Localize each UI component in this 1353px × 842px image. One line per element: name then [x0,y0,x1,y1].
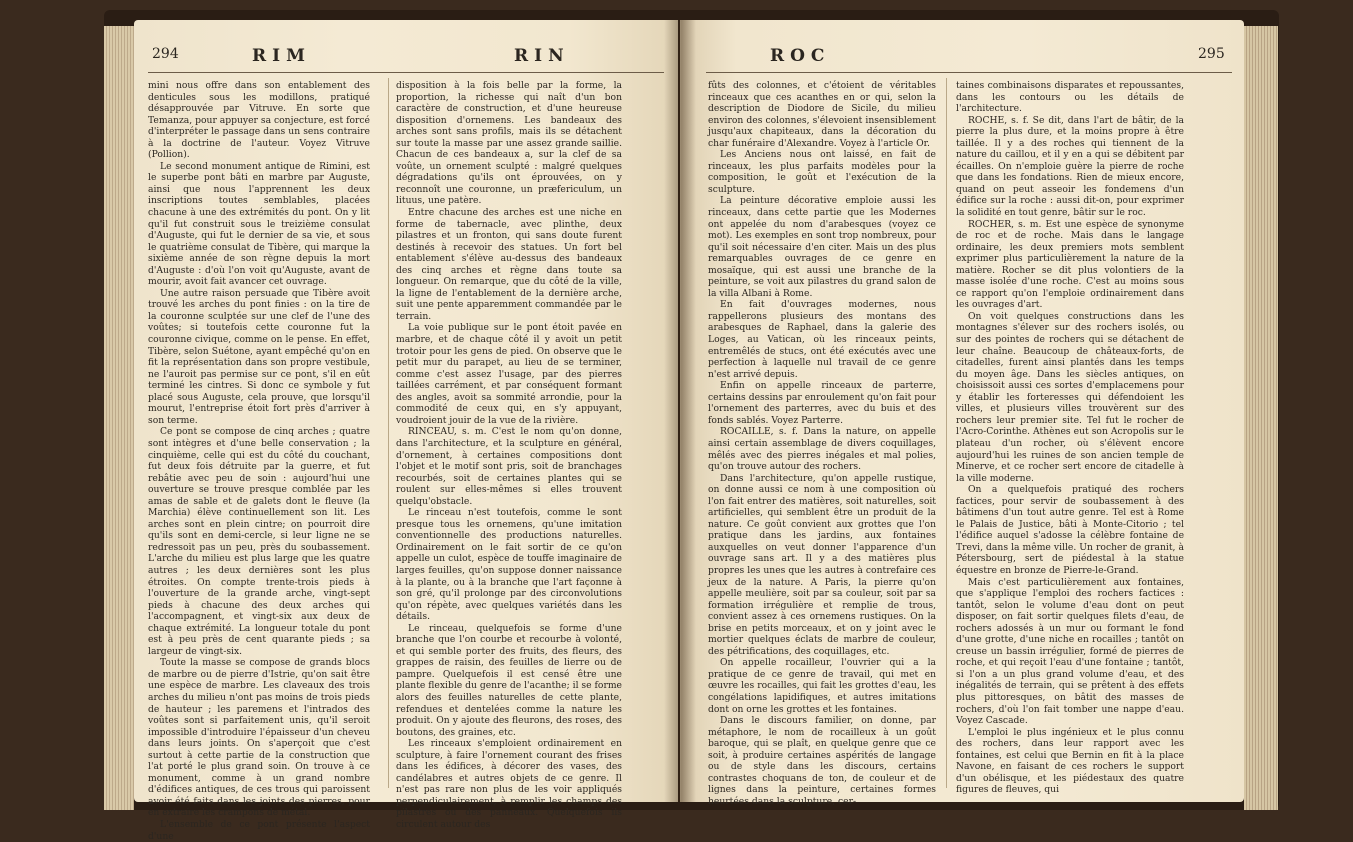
column-divider [946,78,947,788]
paragraph: Le second monument antique de Rimini, est le superbe pont bâti en marbre par Auguste, ainsi que nous l'apprennent les deux inscriptions toutes semblables, placées chacune à une des extrémités du pont. On y lit qu'il fut construit sous le treizième consulat d'Auguste, qui fut le dernier de sa vie, et sous le quatrième consulat de Tibère, qui marque la sixième année de son règne depuis la mort d'Auguste : d'où l'on voit qu'Auguste, avant de mourir, avoit fait avancer cet ouvrage. [148,160,370,288]
paragraph: ROCHE, s. f. Se dit, dans l'art de bâtir, de la pierre la plus dure, et la moins propre à être taillée. Il y a des roches qui tiennent de la nature du caillou, et il y en a qui se débitent par écailles. On n'emploie guère la pierre de roche que dans les fondations. Rien de mieux encore, quand on peut asseoir les fondemens d'un édifice sur la roche : aussi dit-on, pour exprimer la solidité en tout genre, bâtir sur le roc. [956,114,1184,219]
paragraph: L'emploi le plus ingénieux et le plus connu des rochers, dans leur rapport avec les fontaines, est celui que Bernin en fit à la place Navone, en faisant de ces rochers le support d'un obélisque, et les piédestaux des quatre figures de fleuves, qui [956,726,1184,796]
column-divider [388,78,389,788]
right-page-number: 295 [1198,46,1225,62]
paragraph: En fait d'ouvrages modernes, nous rappellerons plusieurs des montans des arabesques de Raphael, dans la galerie des Loges, au Vatican, où les rinceaux peints, entremêlés de stucs, ont été exécutés avec une perfection à laquelle nul travail de ce genre n'est arrivé depuis. [708,299,936,380]
paragraph: Le rinceau, quelquefois se forme d'une branche que l'on courbe et recourbe à volonté, et qui semble porter des fruits, des fleurs, des grappes de raisin, des feuilles de lierre ou de pampre. Quelquefois il est censé être une plante flexible du genre de l'acanthe; il se forme alors des feuilles naturelles de cette plante, refendues et dentelées comme la nature les produit. On y ajoute des fleurons, des roses, des boutons, des graines, etc. [396,622,622,738]
right-column-2 [956,80,1184,796]
paragraph: Ce pont se compose de cinq arches ; quatre sont intègres et d'une belle conservation ; la cinquième, celle qui est du côté du couchant, fut deux fois détruite par la guerre, et fut rebâtie avec peu de soin : aujourd'hui une ouverture se trouve presque comblée par les amas de sable et de galets dont le fleuve (la Marchia) élève continuellement son lit. Les arches sont en plein cintre; on pourroit dire qu'ils sont en demi-cercle, si leur ligne ne se redressoit pas un peu, près du soubassement. L'arche du milieu est plus large que les quatre autres ; les deux dernières sont les plus étroites. On compte trente-trois pieds à l'ouverture de la grande arche, vingt-sept pieds à chacune des deux arches qui l'accompagnent, et vingt-six aux deux de chaque extrémité. La longueur totale du pont est à peu près de cent quarante pieds ; sa largeur de vingt-six. [148,426,370,657]
paragraph: ROCAILLE, s. f. Dans la nature, on appelle ainsi certain assemblage de divers coquillages, mêlés avec des pierres inégales et mal polies, qu'on trouve autour des rochers. [708,426,936,473]
paragraph: Toute la masse se compose de grands blocs de marbre ou de pierre d'Istrie, qu'on sait être une espèce de marbre. Les claveaux des trois arches du milieu n'ont pas moins de trois pieds de hauteur ; les paremens et l'intrados des voûtes sont si parfaitement unis, qu'il seroit impossible d'introduire l'épaisseur d'un cheveu dans leurs joints. On s'aperçoit que c'est surtout à cette partie de la construction que l'at porté le plus grand soin. On trouve à ce monument, comme à un grand nombre d'édifices antiques, de ces trous qui paroissent avoir été faits dans les joints des pierres, pour en extraire les crampons de métal. [148,657,370,819]
paragraph: RINCEAU, s. m. C'est le nom qu'on donne, dans l'architecture, et la sculpture en général, d'ornement, à certaines compositions dont l'objet et le motif sont pris, soit de branchages recourbés, soit de certaines plantes qui se roulent sur elles-mêmes si elles trouvent quelqu'obstacle. [396,426,622,507]
paragraph: Les rinceaux s'emploient ordinairement en sculpture, à faire l'ornement courant des frises dans les édifices, à décorer des vases, des candélabres et autres objets de ce genre. Il n'est pas rare non plus de les voir appliqués perpendiculairement, à remplir les champs des pilastres ou des panneaux. Quelquefois ils circulent autour des [396,738,622,830]
left-column-1 [148,80,370,842]
paragraph: La voie publique sur le pont étoit pavée en marbre, et de chaque côté il y avoit un petit trotoir pour les gens de pied. On observe que le petit mur du parapet, au lieu de se terminer, comme c'est assez l'usage, par des pierres taillées carrément, et par conséquent formant des angles, avoit sa sommité arrondie, pour la commodité de ceux qui, en s'y appuyant, voudroient jouir de la vue de la rivière. [396,322,622,426]
left-running-head-right: RIN [514,46,570,66]
paragraph: Le rinceau n'est toutefois, comme le sont presque tous les ornemens, qu'une imitation conventionnelle des productions naturelles. Ordinairement on le fait sortir de ce qu'on appelle un culot, espèce de touffe imaginaire de larges feuilles, qu'on suppose donner naissance à la plante, ou à la branche que l'art façonne à son gré, qu'il prolonge par des circonvolutions qu'on répète, avec quelques variétés dans les détails. [396,507,622,623]
left-column-2 [396,80,622,830]
paragraph: L'ensemble de ce pont présente l'aspect d'une [148,819,370,842]
paragraph: On a quelquefois pratiqué des rochers factices, pour servir de soubassement à des bâtimens d'un tout autre genre. Tel est à Rome le Palais de Justice, bâti à Monte-Citorio ; tel l'édifice auquel s'adosse la célèbre fontaine de Trevi, dans la même ville. Un rocher de granit, à Pétersbourg, sert de piédestal à la statue équestre en bronze de Pierre-le-Grand. [956,484,1184,576]
paragraph: Les Anciens nous ont laissé, en fait de rinceaux, les plus parfaits modèles pour la composition, le goût et l'exécution de la sculpture. [708,149,936,195]
paragraph: mini nous offre dans son entablement des denticules sous les modillons, pratiqué désapprouvée par Vitruve. En sorte que Temanza, pour appuyer sa conjecture, est forcé d'interpréter le passage dans un sens contraire à la doctrine de l'auteur. Voyez Vitruve (Pollion). [148,80,370,161]
paragraph: Mais c'est particulièrement aux fontaines, que s'applique l'emploi des rochers factices : tantôt, selon le volume d'eau dont on peut disposer, on fait sortir quelques filets d'eau, de rochers adossés à un mur ou formant le fond d'une grotte, d'une niche en rocailles ; tantôt on creuse un bassin irrégulier, formé de pierres de roche, et qui reçoit l'eau d'une fontaine ; tantôt, si l'on a un plus grand volume d'eau, et des inégalités de terrain, qui se prêtent à des effets plus pittoresques, on bâtit des masses de rochers, d'où l'on fait tomber une nappe d'eau. Voyez Cascade. [956,576,1184,727]
paragraph: Entre chacune des arches est une niche en forme de tabernacle, avec plinthe, deux pilastres et un fronton, qui sans doute furent destinés à recevoir des statues. Un fort bel entablement s'élève au-dessus des bandeaux des cinq arches et règne dans toute sa longueur. On remarque, que du côté de la ville, la ligne de l'entablement de la dernière arche, suit une pente apparemment commandée par le terrain. [396,207,622,322]
paragraph: On voit quelques constructions dans les montagnes s'élever sur des rochers isolés, ou sur des pointes de rochers qui se détachent de leur chaîne. Beaucoup de châteaux-forts, de citadelles, furent ainsi plantés dans les temps du moyen âge. Dans les siècles antiques, on choisissoit aussi ces sortes d'emplacemens pour y établir les forteresses qui défendoient les villes, et plusieurs villes trouvèrent sur des rochers leur premier site. Tel fut le rocher de l'Acro-Corinthe. Athènes eut son Acropolis sur le plateau d'un rocher, où s'élèvent encore aujourd'hui les ruines de son ancien temple de Minerve, et ce rocher sert encore de citadelle à la ville moderne. [956,310,1184,484]
paragraph: Dans l'architecture, qu'on appelle rustique, on donne aussi ce nom à une composition où l'on fait entrer des matières, soit naturelles, soit artificielles, qui semblent être un produit de la nature. Ce goût convient aux grottes que l'on pratique dans les jardins, aux fontaines auxquelles on veut donner l'apparence d'un ouvrage sans art. Il y a des matières plus propres les unes que les autres à contrefaire ces jeux de la nature. A Paris, la pierre qu'on appelle meulière, soit par sa couleur, soit par sa formation irrégulière et remplie de trous, convient assez à ces ornemens rustiques. On la brise en petits morceaux, et on y joint avec le mortier quelques éclats de marbre de couleur, des pétrifications, des coquillages, etc. [708,472,936,657]
header-rule [148,72,664,73]
right-running-head: ROC [770,46,831,66]
header-rule [706,72,1232,73]
paragraph: La peinture décorative emploie aussi les rinceaux, dans cette partie que les Modernes ont appelée du nom d'arabesques (voyez ce mot). Les exemples en sont trop nombreux, pour qu'il soit nécessaire d'en citer. Mais un des plus remarquables ouvrages de ce genre en mosaïque, qui est aussi une branche de la peinture, se voit aux pilastres du grand salon de la villa Albani à Rome. [708,195,936,299]
left-page [134,20,678,842]
book-gutter [664,20,696,802]
left-page-edges [104,26,134,810]
right-column-1 [708,80,936,807]
right-page [680,20,1244,807]
paragraph: Enfin on appelle rinceaux de parterre, certains dessins par enroulement qu'on fait pour l'ornement des parterres, avec du buis et des fonds sablés. Voyez Parterre. [708,380,936,426]
paragraph: fûts des colonnes, et c'étoient de véritables rinceaux que ces acanthes en or qui, selon la description de Diodore de Sicile, du milieu environ des colonnes, s'élevoient insensiblement jusqu'aux chapiteaux, dans la décoration du char funéraire d'Alexandre. Voyez à l'article Or. [708,80,936,149]
paragraph: On appelle rocailleur, l'ouvrier qui a la pratique de ce genre de travail, qui met en œuvre les rocailles, qui fait les grottes d'eau, les congélations lapidifiques, et autres imitations dont on orne les grottes et les fontaines. [708,657,936,715]
paragraph: Une autre raison persuade que Tibère avoit trouvé les arches du pont finies : on la tire de la couronne sculptée sur une clef de l'une des voûtes; si toutefois cette couronne fut la couronne civique, comme on le pense. En effet, Tibère, selon Suétone, ayant empêché qu'on en fit la représentation dans son propre vestibule, ne l'auroit pas permise sur ce pont, s'il en eût terminé les cintres. Si donc ce symbole y fut placé sous Auguste, cela prouve, que lorsqu'il mourut, l'entreprise étoit fort près d'arriver à son terme. [148,287,370,426]
paragraph: taines combinaisons disparates et repoussantes, dans les contours ou les détails de l'architecture. [956,80,1184,115]
right-page-edges [1244,26,1278,810]
paragraph: ROCHER, s. m. Est une espèce de synonyme de roc et de roche. Mais dans le langage ordinaire, les deux premiers mots semblent exprimer plus particulièrement la nature de la matière. Rocher se dit plus volontiers de la masse isolée d'une roche. C'est au moins sous ce rapport qu'on l'emploie ordinairement dans les ouvrages d'art. [956,218,1184,311]
left-running-head: RIM [252,46,311,66]
paragraph: Dans le discours familier, on donne, par métaphore, le nom de rocailleux à un goût baroque, qui se plaît, en quelque genre que ce soit, à produire certaines aspérités de langage ou de style dans les discours, certains contrastes choquans de ton, de couleur et de lignes dans la peinture, certaines formes heurtées dans la sculpture, cer- [708,715,936,807]
paragraph: disposition à la fois belle par la forme, la proportion, la richesse qui naît d'un bon caractère de construction, et d'une heureuse disposition d'ornemens. Les bandeaux des arches sont sans profils, mais ils se détachent sur toute la masse par une assez grande saillie. Chacun de ces bandeaux a, sur la clef de sa voûte, un ornement sculpté : malgré quelques dégradations qu'ils ont éprouvées, on y reconnoît une couronne, un præfericulum, un lituus, une patère. [396,80,622,207]
left-page-number: 294 [152,46,179,62]
